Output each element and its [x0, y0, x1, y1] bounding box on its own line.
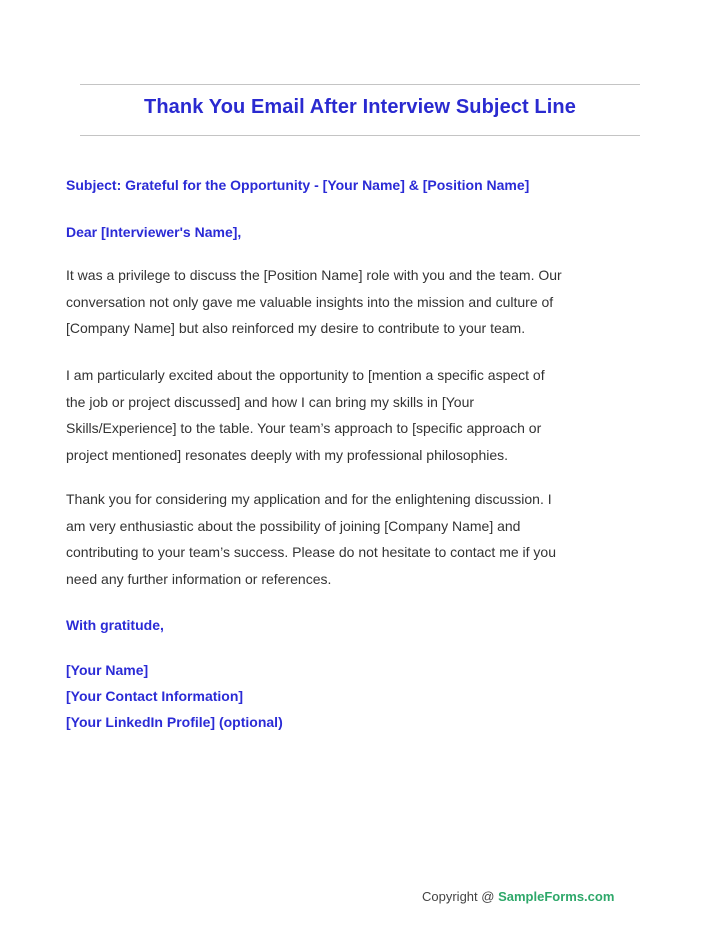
- paragraph-line: Skills/Experience] to the table. Your team’s approach to [specific approach or: [66, 420, 542, 436]
- paragraph-line: [Company Name] but also reinforced my desire to contribute to your team.: [66, 320, 526, 336]
- copyright-text: Copyright @: [422, 889, 495, 904]
- paragraph-line: I am particularly excited about the opportunity to [mention a specific aspect of: [66, 367, 545, 383]
- body-paragraph-3: [66, 486, 666, 592]
- signature-name: [Your Name]: [66, 662, 149, 678]
- email-subject: Subject: Grateful for the Opportunity - [Your Name] & [Position Name]: [66, 177, 530, 193]
- paragraph-line: contributing to your team’s success. Please do not hesitate to contact me if you: [66, 544, 557, 560]
- email-closing: With gratitude,: [66, 617, 164, 633]
- signature-contact: [Your Contact Information]: [66, 688, 244, 704]
- body-paragraph-1: [66, 262, 666, 342]
- paragraph-line: Thank you for considering my application and for the enlightening discussion. I: [66, 491, 552, 507]
- paragraph-line: the job or project discussed] and how I can bring my skills in [Your: [66, 393, 475, 410]
- page-title: Thank You Email After Interview Subject Line: [144, 96, 576, 118]
- paragraph-line: It was a privilege to discuss the [Position Name] role with you and the team. Our: [66, 267, 562, 283]
- paragraph-line: conversation not only gave me valuable insights into the mission and culture of: [66, 293, 554, 310]
- signature-linkedin: [Your LinkedIn Profile] (optional): [66, 714, 283, 730]
- title-divider-top: [80, 84, 640, 85]
- title-divider-bottom: [80, 135, 640, 136]
- copyright-footer: [422, 889, 614, 904]
- paragraph-line: am very enthusiastic about the possibility of joining [Company Name] and: [66, 517, 521, 534]
- body-paragraph-2: [66, 362, 666, 468]
- paragraph-line: need any further information or references.: [66, 570, 332, 587]
- email-salutation: Dear [Interviewer's Name],: [66, 224, 242, 240]
- paragraph-line: project mentioned] resonates deeply with my professional philosophies.: [66, 446, 509, 463]
- brand-logo-text[interactable]: SampleForms.com: [498, 889, 615, 904]
